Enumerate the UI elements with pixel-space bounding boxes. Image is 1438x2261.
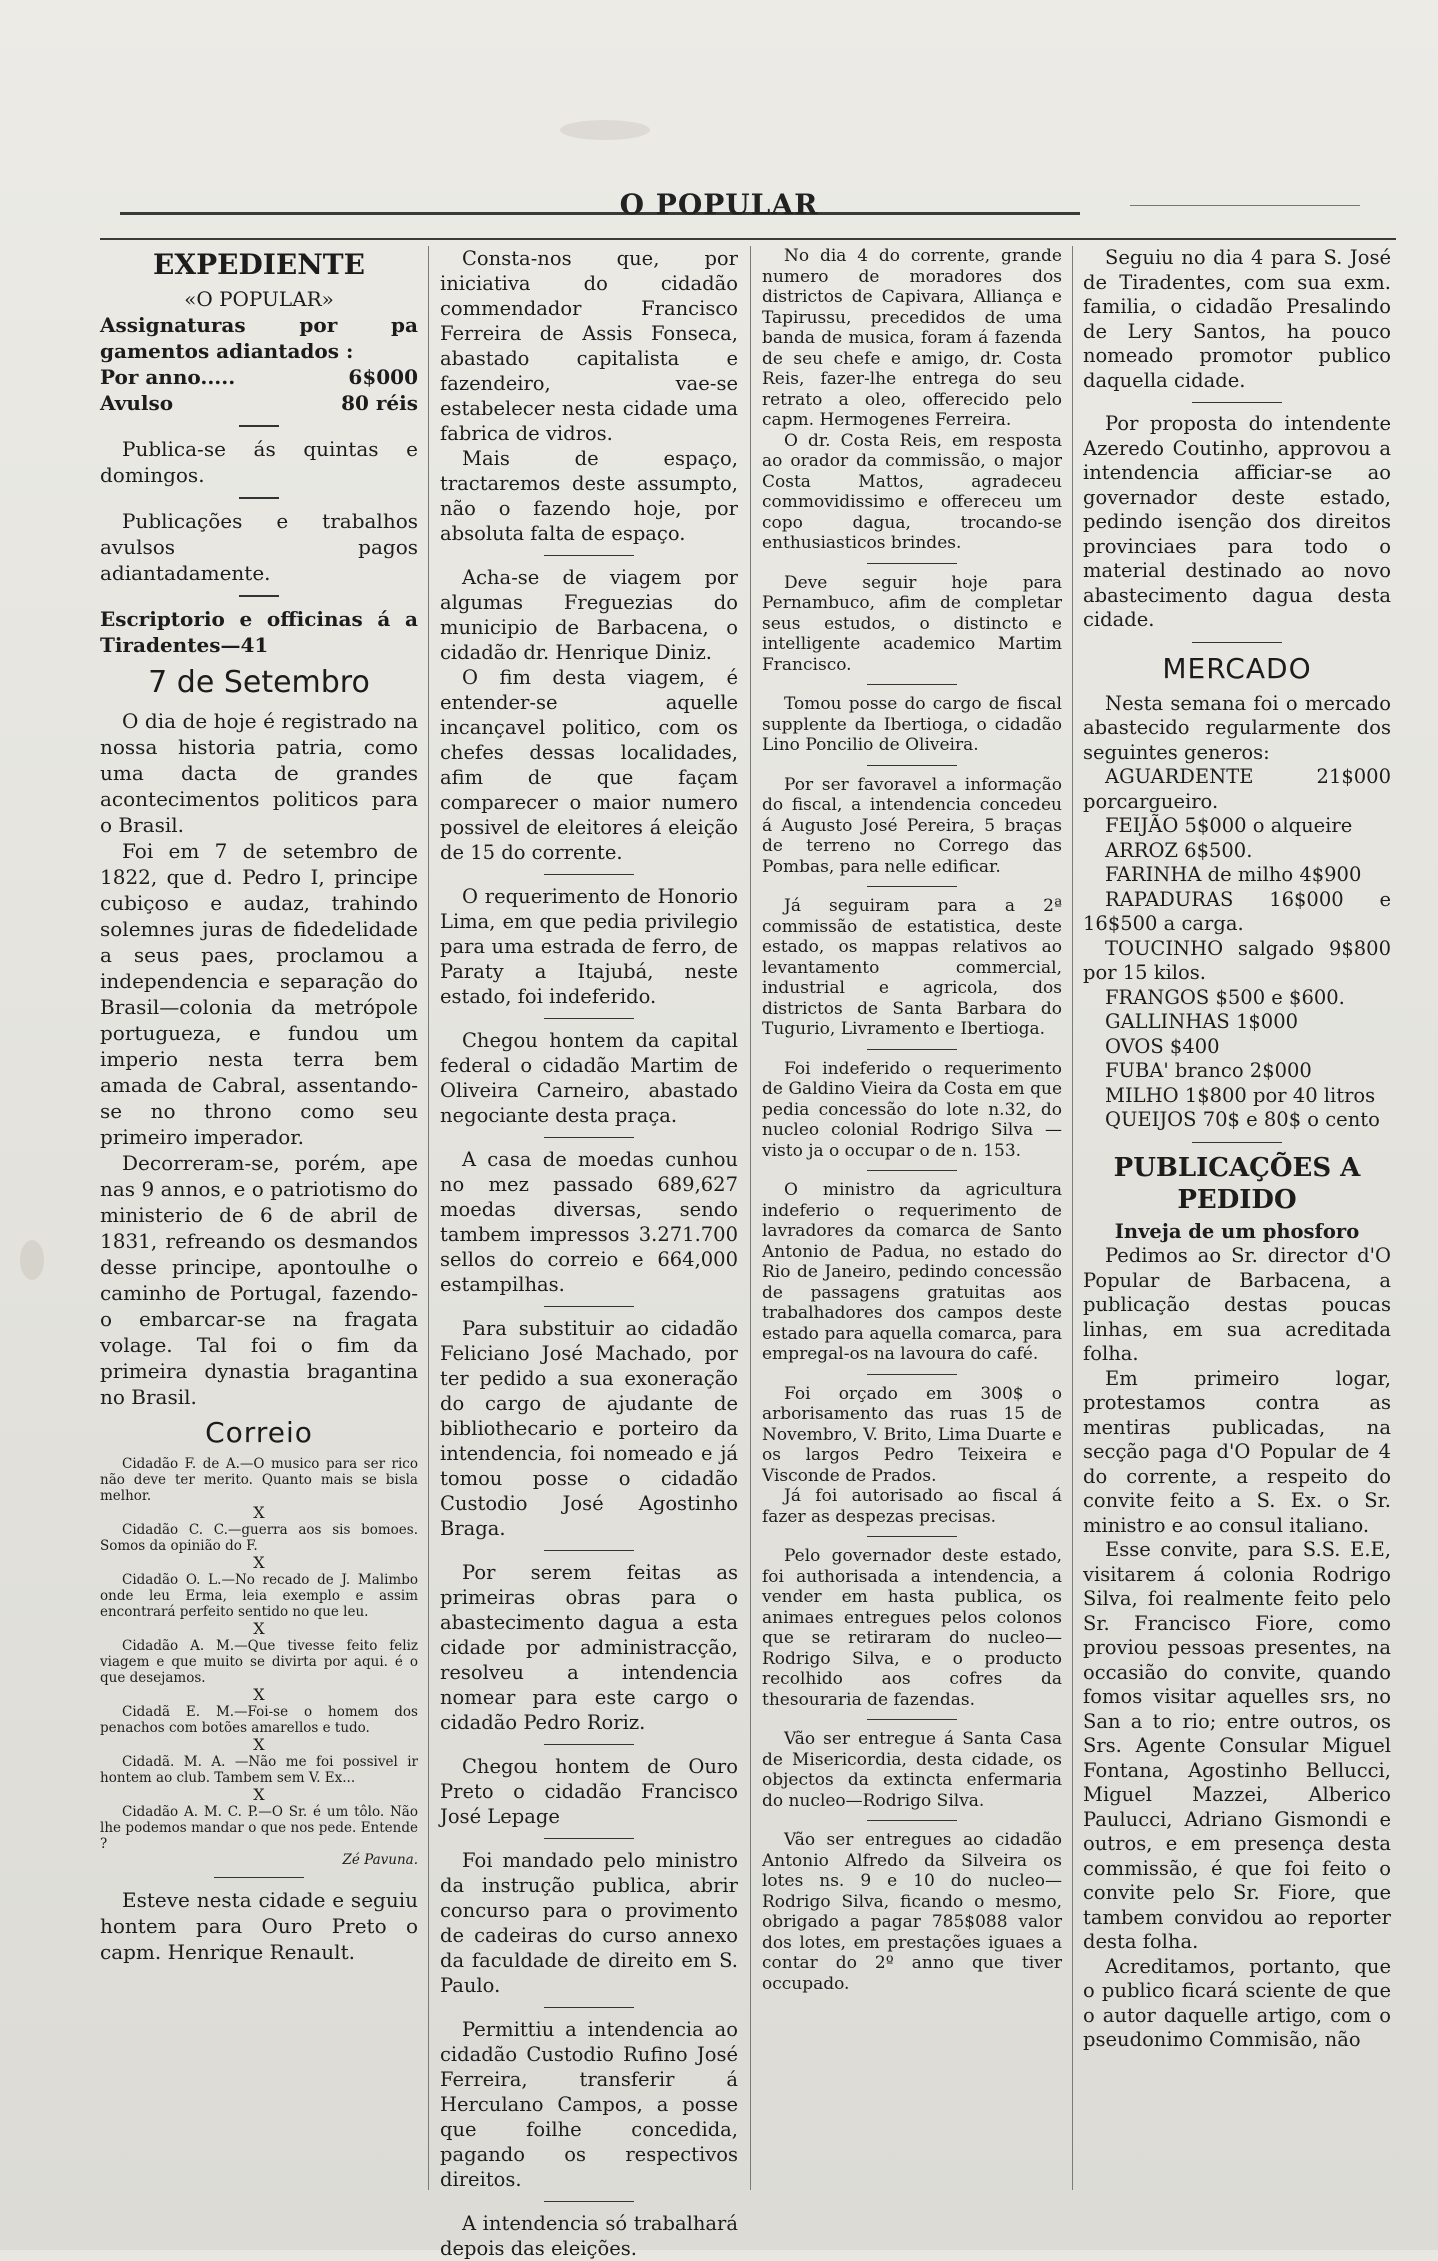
article-paragraph: O fim desta viagem, é entender-se aquelle incançavel politico, com os chefes dessas localidades, afim de que façam comparecer o maior numero possivel de eleitores á eleição de 15 do corrente.: [440, 666, 738, 864]
separator: [544, 1838, 634, 1839]
article-paragraph: Por ser favoravel a informação do fiscal, a intendencia concedeu á Augusto José Pereira, 5 braças de terreno no Corrego das Pombas, para nelle edificar.: [762, 774, 1062, 877]
price-single-row: [100, 390, 418, 416]
article-paragraph: Consta-nos que, por iniciativa do cidadão commendador Francisco Ferreira de Assis Fonseca, abastado capitalista e fazendeiro, vae-se estabelecer nesta cidade uma fabrica de vidros.: [440, 247, 738, 445]
correio-entry: Cidadã E. M.—Foi-se o homem dos penachos com botões amarellos e tudo.: [100, 1704, 418, 1736]
mercado-intro: Nesta semana foi o mercado abastecido regularmente dos seguintes generos:: [1083, 691, 1391, 764]
column-divider: [1072, 246, 1073, 2190]
mercado-item: FRANGOS $500 e $600.: [1105, 985, 1345, 1009]
separator: [867, 684, 957, 685]
separator: [867, 1170, 957, 1171]
price-year-label: Por anno.....: [100, 365, 236, 389]
article-paragraph: Acha-se de viagem por algumas Freguezias do municipio de Barbacena, o cidadão dr. Henrique Diniz.: [440, 566, 738, 664]
correio-entry: Cidadão F. de A.—O musico para ser rico não deve ter merito. Quanto mais se bisla melhor.: [100, 1456, 418, 1504]
separator: [544, 1550, 634, 1551]
article-paragraph: Chegou hontem da capital federal o cidadão Martim de Oliveira Carneiro, abastado negociante desta praça.: [440, 1029, 738, 1127]
article-paragraph: Mais de espaço, tractaremos deste assumpto, não o fazendo hoje, por absoluta falta de espaço.: [440, 447, 738, 545]
mercado-item: GALLINHAS 1$000: [1105, 1010, 1299, 1033]
article-paragraph: Vão ser entregue á Santa Casa de Misericordia, desta cidade, os objectos da extincta enfermaria do nucleo—Rodrigo Silva.: [762, 1729, 1062, 1811]
article-paragraph: O dia de hoje é registrado na nossa historia patria, como uma dacta de grandes acontecimentos politicos para o Brasil.: [100, 709, 418, 837]
paper-name: «O POPULAR»: [184, 287, 334, 311]
column-divider: [750, 246, 751, 2190]
separator: [239, 595, 279, 597]
price-year: 6$000: [348, 365, 418, 389]
separator: [544, 555, 634, 556]
separator: [867, 563, 957, 564]
correio-entry: Cidadão O. L.—No recado de J. Malimbo onde leu Erma, leia exemplo e assim encontrará perfeito sentido no que leu.: [100, 1572, 418, 1620]
article-paragraph: Chegou hontem de Ouro Preto o cidadão Francisco José Lepage: [440, 1755, 738, 1828]
article-paragraph: Foi em 7 de setembro de 1822, que d. Pedro I, principe cubiçoso e audaz, trahindo solemnes juras de fidedelidade a seus paes, proclamou a independencia e separação do Brasil—colonia da metrópole portugueza, e fundou um imperio nesta terra bem amada de Cabral, assentando-se no throno como seu primeiro imperador.: [100, 839, 418, 1149]
column-divider: [428, 246, 429, 2190]
article-paragraph: Já foi autorisado ao fiscal á fazer as despezas precisas.: [762, 1486, 1062, 1527]
mercado-item: FARINHA de milho 4$900: [1105, 863, 1362, 886]
price-single: 80 réis: [341, 391, 418, 415]
separator: [544, 2201, 634, 2202]
correio-entry: Cidadão A. M. C. P.—O Sr. é um tôlo. Não lhe podemos mandar o que nos pede. Entende ?: [100, 1804, 418, 1852]
article-paragraph: A intendencia só trabalhará depois das eleições.: [440, 2212, 738, 2260]
article-paragraph: Deve seguir hoje para Pernambuco, afim de completar seus estudos, o distincto e intelligente academico Martim Francisco.: [762, 572, 1062, 675]
article-paragraph: Seguiu no dia 4 para S. José de Tiradentes, com sua exm. familia, o cidadão Presalindo de Lery Santos, ha pouco nomeado promotor publico daquella cidade.: [1083, 246, 1391, 392]
ornament-cross-icon: X: [253, 1553, 265, 1572]
mercado-item: MILHO 1$800 por 40 litros: [1105, 1083, 1376, 1107]
header-rule: [100, 238, 1396, 240]
separator: [544, 1744, 634, 1745]
column-3: [762, 246, 1062, 2202]
subscriptions-label: Assignaturas por pa gamentos adiantados :: [100, 313, 418, 363]
article-paragraph: Decorreram-se, porém, ape nas 9 annos, e o patriotismo do ministerio de 6 de abril de 1831, refreando os desmandos desse principe, apontoulhe o caminho de Portugal, fazendo-o embarcar-se na fragata volage. Tal foi o fim da primeira dynastia bragantina no Brasil.: [100, 1151, 418, 1409]
column-1: [100, 246, 418, 2202]
expediente-title: EXPEDIENTE: [153, 248, 365, 281]
article-paragraph: Pelo governador deste estado, foi authorisada a intendencia, a vender em hasta publica, os animaes entregues pelos colonos que se retiraram do nucleo—Rodrigo Silva, e o producto recolhido aos cofres da thesouraria de fazendas.: [762, 1546, 1062, 1710]
article-paragraph: Pedimos ao Sr. director d'O Popular de Barbacena, a publicação destas poucas linhas, em sua acreditada folha.: [1083, 1244, 1391, 1365]
masthead: O POPULAR: [619, 188, 819, 221]
paid-publications: Publicações e trabalhos avulsos pagos adiantadamente.: [100, 509, 418, 585]
mercado-title: MERCADO: [1162, 651, 1312, 685]
article-paragraph: Foi indeferido o requerimento de Galdino Vieira da Costa em que pedia concessão do lote n.32, do nucleo colonial Rodrigo Silva —visto ja o occupar o de n. 153.: [762, 1058, 1062, 1161]
sept7-title: 7 de Setembro: [148, 665, 370, 700]
article-paragraph: Esteve nesta cidade e seguiu hontem para Ouro Preto o capm. Henrique Renault.: [100, 1888, 418, 1964]
paper-stain: [20, 1240, 44, 1280]
separator: [239, 497, 279, 499]
separator: [1192, 1142, 1282, 1143]
correio-entry: Cidadã. M. A. —Não me foi possivel ir hontem ao club. Tambem sem V. Ex...: [100, 1754, 418, 1786]
mercado-item: ARROZ 6$500.: [1105, 838, 1253, 862]
mercado-item: RAPADURAS 16$000 e 16$500 a carga.: [1083, 887, 1391, 935]
column-4: [1083, 246, 1391, 2202]
article-paragraph: Permittiu a intendencia ao cidadão Custodio Rufino José Ferreira, transferir á Herculano Campos, a posse que foilhe concedida, pagando os respectivos direitos.: [440, 2018, 738, 2191]
article-paragraph: Tomou posse do cargo de fiscal supplente da Ibertioga, o cidadão Lino Poncilio de Oliveira.: [762, 694, 1062, 755]
separator: [214, 1877, 304, 1878]
article-paragraph: O ministro da agricultura indeferio o requerimento de lavradores da comarca de Santo Antonio de Padua, no estado do Rio de Janeiro, pedindo concessão de passagens gratuitas aos trabalhadores dos campos deste estado para aquella comarca, para empregal-os na lavoura do café.: [762, 1180, 1062, 1364]
article-paragraph: A casa de moedas cunhou no mez passado 689,627 moedas diversas, sendo tambem impressos 3.271.700 sellos do correio e 664,000 estampilhas.: [440, 1148, 738, 1296]
article-paragraph: Acreditamos, portanto, que o publico ficará sciente de que o autor daquelle artigo, com o pseudonimo Commisão, não: [1083, 1954, 1391, 2051]
article-paragraph: Vão ser entregues ao cidadão Antonio Alfredo da Silveira os lotes ns. 9 e 10 do nucleo—Rodrigo Silva, ficando o mesmo, obrigado a pagar 785$088 valor dos lotes, em prestações iguaes a contar do 2º anno que tiver occupado.: [762, 1830, 1062, 1994]
separator: [1192, 642, 1282, 643]
paper-stain: [560, 120, 650, 140]
article-paragraph: No dia 4 do corrente, grande numero de moradores dos districtos de Capivara, Alliança e Tapirussu, precedidos de uma banda de musica, foram á fazenda de seu chefe e amigo, dr. Costa Reis, fazer-lhe entrega do seu retrato a oleo, offerecido pelo capm. Hermogenes Ferreira.: [762, 246, 1062, 430]
article-paragraph: Foi orçado em 300$ o arborisamento das ruas 15 de Novembro, V. Brito, Lima Duarte e os largos Pedro Teixeira e Visconde de Prados.: [762, 1383, 1062, 1486]
article-paragraph: O dr. Costa Reis, em resposta ao orador da commissão, o major Costa Mattos, agradeceu commovidissimo e offereceu um copo dagua, trocando-se enthusiasticos brindes.: [762, 430, 1062, 553]
correio-entry: Cidadão C. C.—guerra aos sis bomoes. Somos da opinião do F.: [100, 1522, 418, 1554]
separator: [867, 1536, 957, 1537]
article-paragraph: Para substituir ao cidadão Feliciano José Machado, por ter pedido a sua exoneração do cargo de ajudante de bibliothecario e porteiro da intendencia, foi nomeado e já tomou posse o cidadão Custodio José Agostinho Braga.: [440, 1317, 738, 1540]
separator: [544, 1018, 634, 1019]
separator: [544, 2007, 634, 2008]
separator: [867, 886, 957, 887]
article-paragraph: Esse convite, para S.S. E.E, visitarem á colonia Rodrigo Silva, foi realmente feito pelo Sr. Francisco Fiore, como proviou pessoas presentes, na occasião do convite, quando fomos visitar aquelles srs, no San a to rio; entre outros, os Srs. Agente Consular Miguel Fontana, Agostinho Bellucci, Miguel Mazzei, Alberico Paulucci, Adriano Gismondi e outros, e em presença desta commissão, é que foi feito o convite pelo Sr. Fiore, que tambem convidou ao reporter desta folha.: [1083, 1538, 1391, 1953]
article-paragraph: Foi mandado pelo ministro da instrução publica, abrir concurso para o provimento de cadeiras do curso annexo da faculdade de direito em S. Paulo.: [440, 1849, 738, 1997]
correio-signature: Zé Pavuna.: [342, 1852, 418, 1868]
ornament-cross-icon: X: [253, 1735, 265, 1754]
ornament-cross-icon: X: [253, 1785, 265, 1804]
ornament-cross-icon: X: [253, 1619, 265, 1638]
article-paragraph: Por proposta do intendente Azeredo Coutinho, approvou a intendencia afficiar-se ao governador deste estado, pedindo isenção dos direitos provinciaes para todo o material destinado ao novo abastecimento dagua desta cidade.: [1083, 412, 1391, 631]
correio-entry: Cidadão A. M.—Que tivesse feito feliz viagem e que muito se divirta por aqui. é o que desejamos.: [100, 1638, 418, 1686]
article-paragraph: Por serem feitas as primeiras obras para o abastecimento dagua a esta cidade por administracção, resolveu a intendencia nomear para este cargo o cidadão Pedro Roriz.: [440, 1561, 738, 1734]
mercado-item: AGUARDENTE 21$000 porcargueiro.: [1083, 765, 1391, 813]
separator: [867, 1049, 957, 1050]
mercado-item: FEIJÃO 5$000 o alqueire: [1105, 814, 1353, 837]
mercado-list: [1083, 765, 1391, 1133]
column-2: [440, 246, 738, 2260]
separator: [239, 425, 279, 427]
separator: [544, 1306, 634, 1307]
inveja-title: Inveja de um phosforo: [1114, 1219, 1360, 1243]
pedido-title: PUBLICAÇÕES A PEDIDO: [1113, 1152, 1361, 1215]
ornament-cross-icon: X: [253, 1685, 265, 1704]
mercado-item: QUEIJOS 70$ e 80$ o cento: [1105, 1108, 1380, 1131]
separator: [867, 1374, 957, 1375]
mercado-item: TOUCINHO salgado 9$800 por 15 kilos.: [1083, 936, 1391, 984]
price-single-label: Avulso: [100, 391, 174, 415]
correio-title: Correio: [205, 1416, 313, 1449]
separator: [1192, 402, 1282, 403]
publication-days: Publica-se ás quintas e domingos.: [100, 437, 418, 487]
separator: [544, 874, 634, 875]
separator: [867, 765, 957, 766]
mercado-item: OVOS $400: [1105, 1034, 1220, 1058]
ornament-cross-icon: X: [253, 1503, 265, 1522]
separator: [867, 1820, 957, 1821]
separator: [544, 1137, 634, 1138]
separator: [867, 1719, 957, 1720]
mercado-item: FUBA' branco 2$000: [1105, 1059, 1312, 1082]
price-year-row: [100, 364, 418, 390]
article-paragraph: O requerimento de Honorio Lima, em que pedia privilegio para uma estrada de ferro, de Paraty a Itajubá, neste estado, foi indeferido.: [440, 885, 738, 1008]
office-address: Escriptorio e officinas á a Tiradentes—41: [100, 607, 418, 657]
article-paragraph: Em primeiro logar, protestamos contra as mentiras publicadas, na secção paga d'O Popular de 4 do corrente, a respeito do convite feito a S. Ex. o Sr. ministro e ao consul italiano.: [1083, 1366, 1391, 1537]
article-paragraph: Já seguiram para a 2ª commissão de estatistica, deste estado, os mappas relativos ao levantamento commercial, industrial e agricola, dos districtos de Santa Barbara do Tugurio, Livramento e Ibertioga.: [762, 896, 1062, 1039]
